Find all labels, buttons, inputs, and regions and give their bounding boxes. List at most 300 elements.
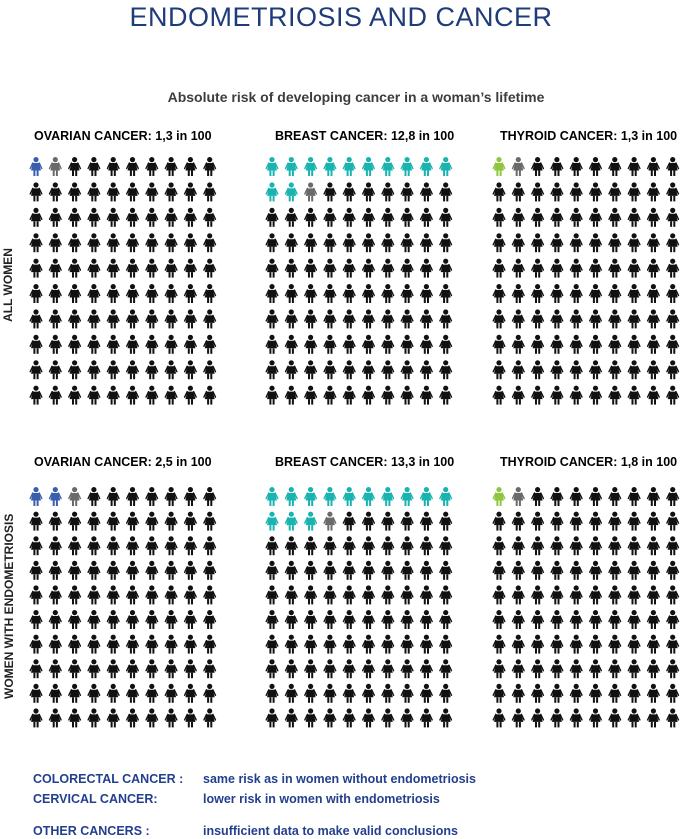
person-icon — [305, 684, 317, 703]
person-icon — [324, 659, 336, 678]
person-icon — [69, 684, 81, 703]
person-icon — [88, 208, 100, 227]
person-icon — [570, 335, 582, 354]
person-icon — [363, 635, 375, 654]
person-icon — [493, 182, 505, 201]
person-icon — [69, 335, 81, 354]
person-icon — [146, 512, 158, 531]
person-icon — [165, 309, 177, 328]
person-icon — [165, 585, 177, 604]
person-icon — [50, 208, 62, 227]
person-icon — [204, 635, 216, 654]
person-icon — [69, 536, 81, 555]
person-icon — [551, 284, 563, 303]
person-icon — [30, 157, 42, 176]
person-icon — [648, 610, 660, 629]
person-icon — [590, 335, 602, 354]
person-icon — [324, 512, 336, 531]
person-icon — [343, 684, 355, 703]
person-icon — [127, 487, 139, 506]
person-icon — [266, 635, 278, 654]
person-icon — [493, 386, 505, 405]
person-icon — [69, 233, 81, 252]
person-icon — [69, 512, 81, 531]
person-icon — [363, 208, 375, 227]
person-icon — [185, 610, 197, 629]
person-icon — [401, 208, 413, 227]
person-icon — [532, 708, 544, 727]
person-icon — [286, 635, 298, 654]
person-icon — [532, 208, 544, 227]
person-icon — [382, 659, 394, 678]
person-icon — [266, 360, 278, 379]
person-icon — [69, 309, 81, 328]
person-icon — [513, 182, 525, 201]
person-icon — [266, 284, 278, 303]
person-icon — [440, 536, 452, 555]
person-icon — [421, 561, 433, 580]
person-icon — [204, 610, 216, 629]
person-icon — [343, 309, 355, 328]
person-icon — [401, 659, 413, 678]
person-icon — [648, 659, 660, 678]
person-icon — [609, 259, 621, 278]
person-icon — [30, 386, 42, 405]
person-icon — [324, 233, 336, 252]
pictogram-breast-all — [263, 157, 463, 407]
person-icon — [127, 335, 139, 354]
person-icon — [204, 536, 216, 555]
person-icon — [590, 309, 602, 328]
person-icon — [343, 536, 355, 555]
person-icon — [493, 309, 505, 328]
person-icon — [590, 360, 602, 379]
person-icon — [286, 708, 298, 727]
person-icon — [590, 386, 602, 405]
person-icon — [146, 233, 158, 252]
person-icon — [401, 561, 413, 580]
person-icon — [204, 284, 216, 303]
person-icon — [382, 536, 394, 555]
person-icon — [609, 360, 621, 379]
person-icon — [493, 684, 505, 703]
person-icon — [363, 259, 375, 278]
person-icon — [590, 512, 602, 531]
person-icon — [305, 309, 317, 328]
panel-title-thyroid-endo: THYROID CANCER: 1,8 in 100 — [500, 455, 678, 469]
person-icon — [648, 708, 660, 727]
person-icon — [69, 487, 81, 506]
person-icon — [363, 512, 375, 531]
person-icon — [513, 536, 525, 555]
person-icon — [609, 386, 621, 405]
notes — [33, 772, 673, 839]
person-icon — [107, 487, 119, 506]
person-icon — [185, 561, 197, 580]
person-icon — [440, 360, 452, 379]
person-icon — [590, 635, 602, 654]
person-icon — [30, 182, 42, 201]
person-icon — [30, 561, 42, 580]
person-icon — [185, 182, 197, 201]
person-icon — [324, 259, 336, 278]
person-icon — [667, 610, 679, 629]
person-icon — [30, 635, 42, 654]
person-icon — [590, 708, 602, 727]
person-icon — [343, 233, 355, 252]
person-icon — [146, 309, 158, 328]
person-icon — [570, 659, 582, 678]
person-icon — [667, 284, 679, 303]
person-icon — [266, 386, 278, 405]
person-icon — [382, 610, 394, 629]
person-icon — [69, 157, 81, 176]
person-icon — [185, 659, 197, 678]
person-icon — [107, 259, 119, 278]
person-icon — [146, 585, 158, 604]
person-icon — [88, 512, 100, 531]
person-icon — [363, 284, 375, 303]
person-icon — [401, 259, 413, 278]
person-icon — [628, 585, 640, 604]
person-icon — [628, 259, 640, 278]
person-icon — [551, 182, 563, 201]
person-icon — [382, 708, 394, 727]
person-icon — [382, 157, 394, 176]
person-icon — [88, 635, 100, 654]
person-icon — [609, 208, 621, 227]
person-icon — [532, 309, 544, 328]
person-icon — [493, 208, 505, 227]
person-icon — [204, 684, 216, 703]
person-icon — [127, 585, 139, 604]
person-icon — [363, 335, 375, 354]
person-icon — [551, 259, 563, 278]
person-icon — [648, 561, 660, 580]
person-icon — [401, 487, 413, 506]
person-icon — [667, 708, 679, 727]
person-icon — [204, 335, 216, 354]
person-icon — [50, 157, 62, 176]
pictogram-breast-endo — [263, 487, 463, 737]
panel-title-breast-all: BREAST CANCER: 12,8 in 100 — [275, 129, 455, 143]
person-icon — [305, 708, 317, 727]
person-icon — [88, 684, 100, 703]
pictogram-ovarian-all — [27, 157, 227, 407]
person-icon — [343, 585, 355, 604]
person-icon — [324, 585, 336, 604]
person-icon — [532, 610, 544, 629]
note-label: CERVICAL CANCER: — [33, 792, 158, 806]
person-icon — [382, 512, 394, 531]
person-icon — [570, 386, 582, 405]
person-icon — [532, 684, 544, 703]
person-icon — [69, 284, 81, 303]
person-icon — [551, 157, 563, 176]
person-icon — [305, 635, 317, 654]
person-icon — [493, 259, 505, 278]
person-icon — [343, 259, 355, 278]
person-icon — [286, 284, 298, 303]
person-icon — [628, 284, 640, 303]
person-icon — [628, 360, 640, 379]
person-icon — [343, 561, 355, 580]
person-icon — [204, 182, 216, 201]
person-icon — [551, 512, 563, 531]
person-icon — [628, 208, 640, 227]
person-icon — [343, 708, 355, 727]
person-icon — [50, 708, 62, 727]
note-text: lower risk in women with endometriosis — [203, 792, 440, 806]
person-icon — [363, 659, 375, 678]
person-icon — [127, 561, 139, 580]
person-icon — [286, 157, 298, 176]
person-icon — [382, 585, 394, 604]
person-icon — [107, 512, 119, 531]
person-icon — [551, 610, 563, 629]
person-icon — [127, 208, 139, 227]
person-icon — [88, 659, 100, 678]
person-icon — [590, 585, 602, 604]
person-icon — [551, 208, 563, 227]
person-icon — [50, 684, 62, 703]
person-icon — [551, 309, 563, 328]
person-icon — [204, 259, 216, 278]
person-icon — [493, 157, 505, 176]
person-icon — [513, 259, 525, 278]
person-icon — [204, 512, 216, 531]
person-icon — [343, 512, 355, 531]
person-icon — [107, 309, 119, 328]
person-icon — [667, 635, 679, 654]
person-icon — [493, 335, 505, 354]
person-icon — [343, 487, 355, 506]
person-icon — [185, 208, 197, 227]
person-icon — [30, 585, 42, 604]
note-label: COLORECTAL CANCER : — [33, 772, 184, 786]
person-icon — [590, 536, 602, 555]
person-icon — [185, 536, 197, 555]
person-icon — [513, 284, 525, 303]
person-icon — [421, 610, 433, 629]
person-icon — [107, 335, 119, 354]
person-icon — [305, 610, 317, 629]
person-icon — [609, 487, 621, 506]
person-icon — [551, 536, 563, 555]
person-icon — [648, 360, 660, 379]
person-icon — [324, 309, 336, 328]
person-icon — [628, 635, 640, 654]
person-icon — [628, 233, 640, 252]
person-icon — [401, 182, 413, 201]
person-icon — [185, 487, 197, 506]
person-icon — [363, 561, 375, 580]
person-icon — [493, 708, 505, 727]
person-icon — [165, 233, 177, 252]
person-icon — [69, 585, 81, 604]
person-icon — [266, 585, 278, 604]
person-icon — [551, 233, 563, 252]
person-icon — [107, 610, 119, 629]
person-icon — [532, 182, 544, 201]
person-icon — [440, 259, 452, 278]
person-icon — [667, 208, 679, 227]
person-icon — [146, 487, 158, 506]
person-icon — [551, 487, 563, 506]
person-icon — [401, 335, 413, 354]
person-icon — [667, 335, 679, 354]
person-icon — [628, 561, 640, 580]
person-icon — [513, 610, 525, 629]
person-icon — [69, 708, 81, 727]
person-icon — [382, 487, 394, 506]
person-icon — [324, 487, 336, 506]
person-icon — [421, 708, 433, 727]
person-icon — [305, 536, 317, 555]
person-icon — [667, 585, 679, 604]
person-icon — [286, 487, 298, 506]
person-icon — [609, 233, 621, 252]
person-icon — [590, 487, 602, 506]
person-icon — [324, 208, 336, 227]
person-icon — [146, 561, 158, 580]
person-icon — [667, 684, 679, 703]
person-icon — [204, 659, 216, 678]
person-icon — [165, 610, 177, 629]
person-icon — [551, 561, 563, 580]
person-icon — [421, 635, 433, 654]
row-label-women-with-endometriosis: WOMEN WITH ENDOMETRIOSIS — [2, 513, 16, 699]
person-icon — [286, 659, 298, 678]
person-icon — [88, 561, 100, 580]
person-icon — [127, 309, 139, 328]
person-icon — [628, 487, 640, 506]
person-icon — [343, 659, 355, 678]
person-icon — [421, 512, 433, 531]
person-icon — [146, 536, 158, 555]
person-icon — [609, 157, 621, 176]
person-icon — [69, 386, 81, 405]
panel-title-ovarian-all: OVARIAN CANCER: 1,3 in 100 — [34, 129, 212, 143]
person-icon — [609, 536, 621, 555]
person-icon — [382, 386, 394, 405]
person-icon — [305, 360, 317, 379]
person-icon — [667, 487, 679, 506]
person-icon — [127, 157, 139, 176]
person-icon — [107, 233, 119, 252]
person-icon — [648, 157, 660, 176]
person-icon — [382, 561, 394, 580]
person-icon — [493, 512, 505, 531]
page-title: ENDOMETRIOSIS AND CANCER — [129, 2, 553, 32]
person-icon — [570, 157, 582, 176]
person-icon — [590, 182, 602, 201]
person-icon — [401, 536, 413, 555]
person-icon — [185, 360, 197, 379]
person-icon — [69, 182, 81, 201]
person-icon — [50, 512, 62, 531]
person-icon — [667, 182, 679, 201]
person-icon — [127, 610, 139, 629]
person-icon — [440, 561, 452, 580]
person-icon — [401, 309, 413, 328]
person-icon — [88, 487, 100, 506]
person-icon — [88, 284, 100, 303]
person-icon — [570, 259, 582, 278]
person-icon — [324, 335, 336, 354]
person-icon — [363, 487, 375, 506]
person-icon — [324, 182, 336, 201]
person-icon — [30, 536, 42, 555]
person-icon — [146, 360, 158, 379]
person-icon — [421, 360, 433, 379]
person-icon — [146, 182, 158, 201]
person-icon — [286, 208, 298, 227]
person-icon — [305, 512, 317, 531]
person-icon — [127, 512, 139, 531]
person-icon — [69, 610, 81, 629]
person-icon — [185, 708, 197, 727]
person-icon — [324, 536, 336, 555]
chart-subtitle: Absolute risk of developing cancer in a woman’s lifetime — [167, 89, 545, 105]
person-icon — [88, 360, 100, 379]
person-icon — [286, 335, 298, 354]
person-icon — [266, 659, 278, 678]
person-icon — [305, 259, 317, 278]
person-icon — [363, 610, 375, 629]
person-icon — [667, 512, 679, 531]
person-icon — [493, 561, 505, 580]
person-icon — [513, 512, 525, 531]
person-icon — [146, 610, 158, 629]
person-icon — [324, 360, 336, 379]
person-icon — [551, 708, 563, 727]
person-icon — [266, 208, 278, 227]
person-icon — [440, 335, 452, 354]
person-icon — [30, 684, 42, 703]
person-icon — [88, 585, 100, 604]
person-icon — [363, 536, 375, 555]
person-icon — [343, 157, 355, 176]
person-icon — [50, 487, 62, 506]
person-icon — [440, 233, 452, 252]
person-icon — [50, 233, 62, 252]
person-icon — [185, 309, 197, 328]
person-icon — [88, 157, 100, 176]
person-icon — [286, 309, 298, 328]
person-icon — [421, 335, 433, 354]
person-icon — [30, 233, 42, 252]
person-icon — [532, 561, 544, 580]
person-icon — [88, 309, 100, 328]
person-icon — [305, 208, 317, 227]
panel-title-breast-endo: BREAST CANCER: 13,3 in 100 — [275, 455, 455, 469]
person-icon — [107, 585, 119, 604]
row-label-all-women: ALL WOMEN — [1, 248, 15, 322]
person-icon — [165, 512, 177, 531]
person-icon — [401, 585, 413, 604]
person-icon — [648, 684, 660, 703]
person-icon — [570, 360, 582, 379]
person-icon — [513, 335, 525, 354]
person-icon — [30, 259, 42, 278]
person-icon — [146, 208, 158, 227]
person-icon — [146, 684, 158, 703]
person-icon — [127, 635, 139, 654]
person-icon — [493, 233, 505, 252]
person-icon — [609, 659, 621, 678]
person-icon — [185, 233, 197, 252]
